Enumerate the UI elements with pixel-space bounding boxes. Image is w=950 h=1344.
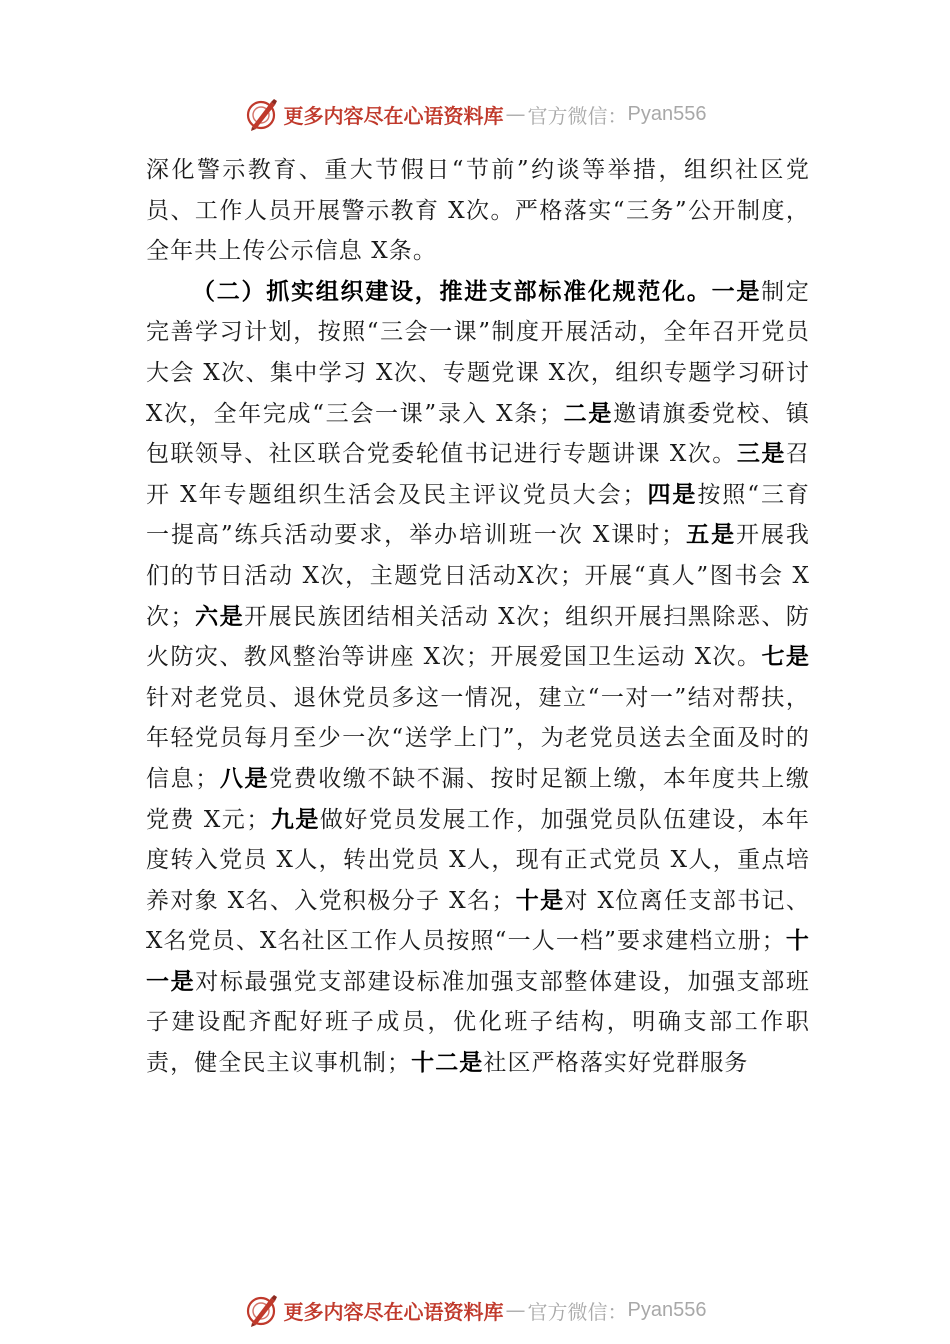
bold-run: （二）抓实组织建设，推进支部标准化规范化。 xyxy=(192,278,712,305)
footer-banner xyxy=(0,1290,950,1330)
text-run: 做好党员发展工作，加强党员队伍建设，本年度转入党员 X人，转出党员 X人，现有正式党员 X人，重点培养对象 X名、入党积极分子 X名； xyxy=(146,806,810,914)
text-run: 对标最强党支部建设标准加强支部整体建设，加强支部班子建设配齐配好班子成员，优化班子结构，明确支部工作职责，健全民主议事机制； xyxy=(146,968,811,1077)
bold-run: 四是 xyxy=(646,481,698,508)
bold-run: 一是 xyxy=(711,278,762,305)
paragraph-continuation xyxy=(146,150,810,272)
pen-seal-icon xyxy=(244,96,280,132)
bold-run: 十是 xyxy=(515,887,565,914)
document-body xyxy=(146,150,810,1084)
text-run: 召开 X年专题组织生活会及民主评议党员大会； xyxy=(146,441,811,508)
paragraph-organization xyxy=(146,272,810,1084)
text-run: 制定完善学习计划，按照“三会一课”制度开展活动，全年召开党员大会 X次、集中学习 X次、专题党课 X次，组织专题学习研讨 X次，全年完成“三会一课”录入 X条； xyxy=(146,278,811,427)
bold-run: 十二是 xyxy=(411,1050,484,1077)
bold-run: 三是 xyxy=(736,441,786,468)
bold-run: 五是 xyxy=(685,522,737,549)
header-banner xyxy=(0,94,950,134)
bold-run: 十一是 xyxy=(146,928,810,995)
brand-text: 更多内容尽在心语资料库 xyxy=(283,1299,504,1324)
brand-text: 更多内容尽在心语资料库 xyxy=(283,103,504,128)
bold-run: 九是 xyxy=(270,806,320,833)
text-run: 深化警示教育、重大节假日“节前”约谈等举措，组织社区党员、工作人员开展警示教育 X次。严格落实“三务”公开制度，全年共上传公示信息 X条。 xyxy=(146,157,810,265)
wechat-account: Pyan556 xyxy=(627,1298,707,1321)
wechat-account: Pyan556 xyxy=(627,102,707,125)
text-run: 开展民族团结相关活动 X次；组织开展扫黑除恶、防火防灾、教风整治等讲座 X次；开展爱国卫生运动 X次。 xyxy=(146,603,811,671)
wechat-label: 官方微信： xyxy=(527,1299,628,1324)
bold-run: 二是 xyxy=(563,400,614,427)
pen-seal-icon xyxy=(244,1292,280,1328)
bold-run: 七是 xyxy=(761,644,811,671)
text-run: 社区严格落实好党群服务 xyxy=(483,1050,749,1077)
separator-dash: — xyxy=(505,102,526,126)
text-run: 按照“三育一提高”练兵活动要求，举办培训班一次 X课时； xyxy=(146,481,811,549)
text-run: 邀请旗委党校、镇包联领导、社区联合党委轮值书记进行专题讲课 X次。 xyxy=(146,400,810,468)
text-run: 对 X位离任支部书记、X名党员、X名社区工作人员按照“一人一档”要求建档立册； xyxy=(146,887,811,955)
wechat-label: 官方微信： xyxy=(527,103,628,128)
text-run: 针对老党员、退休党员多这一情况，建立“一对一”结对帮扶，年轻党员每月至少一次“送学上门”，为老党员送去全面及时的信息； xyxy=(146,684,810,792)
bold-run: 八是 xyxy=(219,765,270,792)
separator-dash: — xyxy=(505,1298,526,1322)
text-run: 开展我们的节日活动 X次，主题党日活动X次；开展“真人”图书会 X次； xyxy=(146,522,810,630)
bold-run: 六是 xyxy=(194,603,245,630)
text-run: 党费收缴不缺不漏、按时足额上缴，本年度共上缴党费 X元； xyxy=(146,765,810,833)
